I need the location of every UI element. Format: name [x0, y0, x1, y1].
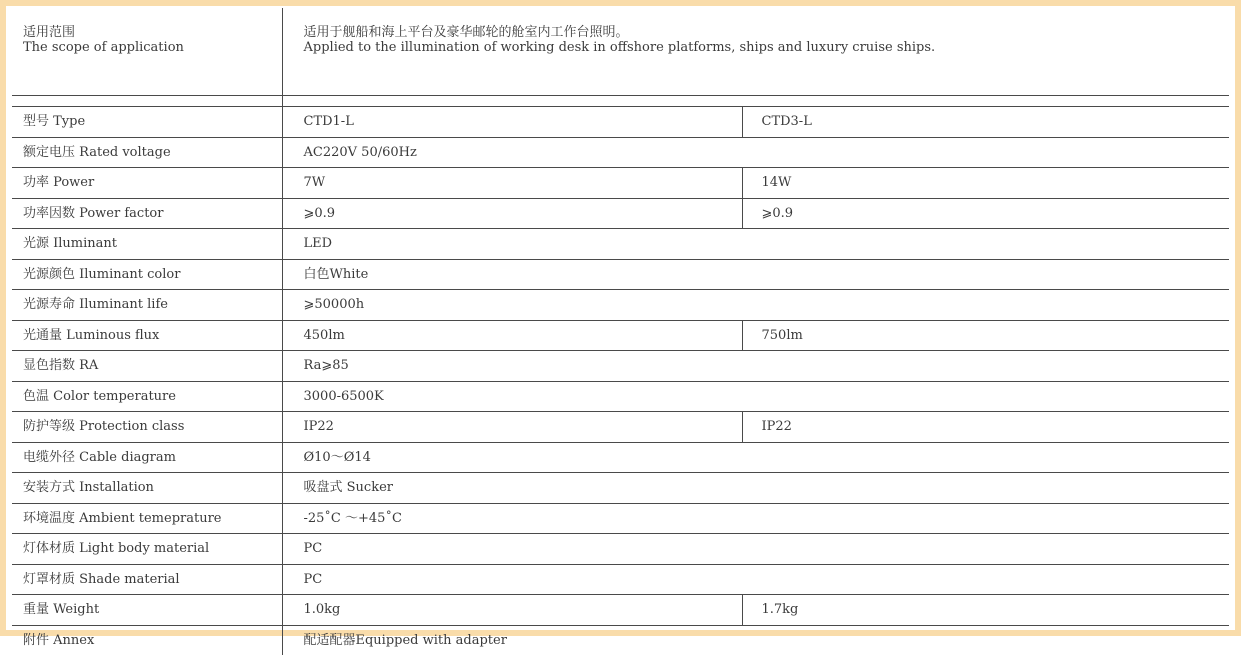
spec-label: 光通量 Luminous flux	[12, 320, 282, 351]
scope-value-cell	[282, 8, 1229, 96]
spec-value: ⩾0.9	[282, 198, 742, 229]
spec-value-alt: 750lm	[742, 320, 1229, 351]
spec-row	[12, 595, 1229, 626]
spec-label: 功率因数 Power factor	[12, 198, 282, 229]
spec-value: 吸盘式 Sucker	[282, 473, 1229, 504]
spacer-cell	[282, 96, 1229, 107]
spec-row	[12, 412, 1229, 443]
spec-label: 型号 Type	[12, 107, 282, 138]
spec-value: Ra⩾85	[282, 351, 1229, 382]
spec-label: 色温 Color temperature	[12, 381, 282, 412]
spec-value: 1.0kg	[282, 595, 742, 626]
spec-row	[12, 503, 1229, 534]
scope-label-cn: 适用范围	[23, 25, 76, 40]
spec-row	[12, 534, 1229, 565]
spec-value: 450lm	[282, 320, 742, 351]
spec-value: 7W	[282, 168, 742, 199]
spec-label: 显色指数 RA	[12, 351, 282, 382]
spec-row	[12, 198, 1229, 229]
spec-label: 防护等级 Protection class	[12, 412, 282, 443]
scope-value-en: Applied to the illumination of working desk in offshore platforms, ships and luxury cruise ships.	[303, 40, 936, 55]
spec-value: 配适配器Equipped with adapter	[303, 632, 507, 648]
spec-label: 环境温度 Ambient temeprature	[12, 503, 282, 534]
scope-row	[12, 8, 1229, 96]
spec-label: 电缆外径 Cable diagram	[12, 442, 282, 473]
spec-value: PC	[282, 534, 1229, 565]
spec-value: -25˚C ～+45˚C	[282, 503, 1229, 534]
spec-value: Ø10～Ø14	[282, 442, 1229, 473]
spec-value-alt: CTD3-L	[742, 107, 1229, 138]
spacer-row	[12, 96, 1229, 107]
spec-label: 额定电压 Rated voltage	[12, 137, 282, 168]
spec-row	[12, 168, 1229, 199]
spec-value: IP22	[282, 412, 742, 443]
spacer-cell	[12, 96, 282, 107]
spec-label: 功率 Power	[12, 168, 282, 199]
spec-label: 附件 Annex	[12, 625, 282, 655]
spec-value: LED	[282, 229, 1229, 260]
spec-row	[12, 625, 1229, 655]
spec-row	[12, 320, 1229, 351]
spec-value-alt: IP22	[742, 412, 1229, 443]
spec-row	[12, 442, 1229, 473]
scope-label-cell	[12, 8, 282, 96]
spec-value: 白色White	[282, 259, 1229, 290]
spec-label: 光源 Iluminant	[12, 229, 282, 260]
spec-value-alt: 14W	[742, 168, 1229, 199]
spec-value: CTD1-L	[282, 107, 742, 138]
spec-label: 灯罩材质 Shade material	[12, 564, 282, 595]
spec-value-alt: ⩾0.9	[742, 198, 1229, 229]
spec-row	[12, 259, 1229, 290]
scope-label-en: The scope of application	[23, 40, 184, 55]
spec-label: 灯体材质 Light body material	[12, 534, 282, 565]
spec-label: 光源颜色 Iluminant color	[12, 259, 282, 290]
spec-value: ⩾50000h	[282, 290, 1229, 321]
spec-row	[12, 381, 1229, 412]
spec-label: 光源寿命 Iluminant life	[12, 290, 282, 321]
spec-row	[12, 137, 1229, 168]
spec-row	[12, 229, 1229, 260]
spec-row	[12, 107, 1229, 138]
spec-value: 3000-6500K	[282, 381, 1229, 412]
spec-row	[12, 564, 1229, 595]
scope-value-cn: 适用于舰船和海上平台及豪华邮轮的舱室内工作台照明。	[303, 25, 629, 40]
spec-row	[12, 351, 1229, 382]
spec-table	[12, 8, 1229, 655]
spec-row	[12, 290, 1229, 321]
spec-label: 安装方式 Installation	[12, 473, 282, 504]
spec-row	[12, 473, 1229, 504]
spec-value: PC	[282, 564, 1229, 595]
spec-value: AC220V 50/60Hz	[282, 137, 1229, 168]
spec-value-alt: 1.7kg	[742, 595, 1229, 626]
spec-label: 重量 Weight	[12, 595, 282, 626]
